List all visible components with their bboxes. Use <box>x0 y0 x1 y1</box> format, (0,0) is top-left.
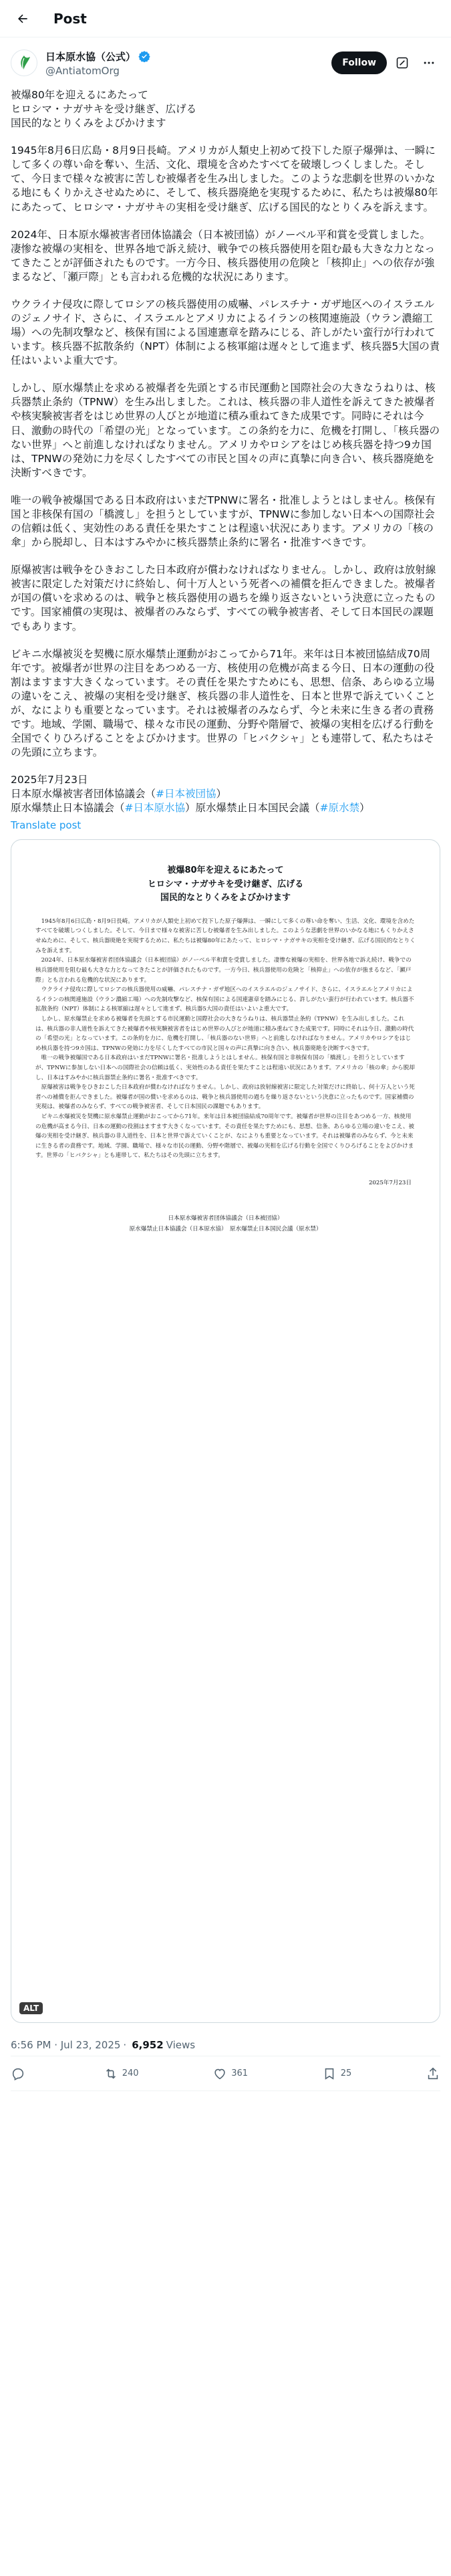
author-handle[interactable]: @AntiatomOrg <box>45 64 120 77</box>
attached-image[interactable] <box>11 839 440 2023</box>
author-name[interactable]: 日本原水協（公式） <box>45 50 136 63</box>
avatar[interactable] <box>11 49 37 76</box>
repost-icon <box>104 2066 118 2081</box>
hashtag-link[interactable]: #原水禁 <box>319 802 360 815</box>
alt-text-badge[interactable]: ALT <box>19 2002 43 2014</box>
closing-text: ） <box>216 788 227 800</box>
views-count: 6,952 <box>132 2038 164 2051</box>
post-closing-org1 <box>11 787 440 801</box>
document-title-line: 国民的なとりくみをよびかけます <box>160 892 291 903</box>
reply-button[interactable] <box>11 2066 29 2081</box>
document-title <box>27 864 424 904</box>
grok-button[interactable] <box>391 51 414 74</box>
signatory-line: 日本原水爆被害者団体協議会（日本被団協） <box>168 1215 283 1222</box>
separator-dot: · <box>123 2038 127 2051</box>
post-paragraph: 2024年、日本原水爆被害者団体協議会（日本被団協）がノーベル平和賞を受賞しました。凄惨な被爆の実相を、世界各地で訴え続け、戦争での核兵器使用を阻む最も大きな力となってきたことが評価されたものです。一方今日、核兵器使用の危険と「核抑止」への依存が強まるなど、「瀬戸際」とも言われる危機的な状況にあります。 <box>11 228 435 283</box>
post-closing-date: 2025年7月23日 <box>11 774 88 786</box>
grok-icon <box>396 56 409 70</box>
hashtag-link[interactable]: #日本原水協 <box>124 802 186 815</box>
repost-count: 240 <box>122 2068 139 2079</box>
arrow-left-icon <box>16 12 29 25</box>
translate-post-link[interactable]: Translate post <box>11 819 82 832</box>
back-button[interactable] <box>11 7 35 31</box>
author-name-line <box>45 49 331 64</box>
post-paragraph: しかし、原水爆禁止を求める被爆者を先頭とする市民運動と国際社会の大きなうねりは、核兵器禁止条約（TPNW）を生み出しました。これは、核兵器の非人道性を訴えてきた被爆者や核実験被害者をはじめ世界の人びとが地道に積み重ねてきた成果です。同時にそれは今日、激動の時代の「希望の光」となっています。この条約を力に、危機を打開し、「核兵器のない世界」へと前進しなければなりません。アメリカやロシアをはじめ核兵器を持つ9カ国は、TPNWの発効に力を尽くしたすべての市民と国々の声に真摯に向き合い、核兵器廃絶を決断すべきです。 <box>11 382 440 479</box>
share-button[interactable] <box>426 2066 440 2081</box>
more-horizontal-icon <box>422 56 436 70</box>
share-icon <box>426 2066 440 2081</box>
post-paragraph: ビキニ水爆被災を契機に原水爆禁止運動がおこってから71年。来年は日本被団協結成70周年です。被爆者が世界の注目をあつめる一方、核使用の危機が高まる今日、日本の運動の役割はますます大きくなっています。その責任を果たすためにも、思想、信条、あらゆる立場の違いをこえ、被爆の実相を受け継ぎ、核兵器の非人道性を、日本と世界で訴えていくことが、なによりも重要となっています。それは被爆者のみならず、今と未来に生きる者の責務です。地域、学園、職場で、様々な市民の運動、分野や階層で、被爆の実相を広げる行動を全国でくりひろげることをよびかけます。世界の「ヒバクシャ」とも連帯して、私たちはその先頭に立ちます。 <box>11 647 436 759</box>
post-text <box>0 80 451 815</box>
post-meta <box>11 2023 440 2056</box>
bookmark-count: 25 <box>340 2068 352 2079</box>
post-paragraph: 唯一の戦争被爆国である日本政府はいまだTPNWに署名・批准しようとはしません。核保有国と非核保有国の「橋渡し」を担うとしていますが、TPNWに参加しない日本への国際社会の信頼は低く、実効性のある責任を果たすことは程遠い状況にあります。アメリカの「核の傘」から脱却し、日本はすみやかに核兵器禁止条約に署名・批准すべきです。 <box>11 494 436 549</box>
document-title-line: ヒロシマ・ナガサキを受け継ぎ、広げる <box>147 879 304 889</box>
action-bar <box>11 2056 440 2091</box>
document-title-line: 被爆80年を迎えるにあたって <box>167 865 284 876</box>
document-date: 2025年7月23日 <box>368 1180 412 1187</box>
more-options-button[interactable] <box>418 51 440 74</box>
closing-text: ） <box>359 802 370 815</box>
post-paragraph: 1945年8月6日広島・8月9日長崎。アメリカが人類史上初めて投下した原子爆弾は、一瞬にして多くの尊い命を奪い、生活、文化、環境を含めたすべてを破壊しつくしました。そして、今日まで様々な被害に苦しむ被爆者を生み出しました。このような悲劇を世界のいかなる地にもくりかえさせぬために、そして、核兵器廃絶を実現するために、私たちは被爆80年にあたって、ヒロシマ・ナガサキの実相を受け継ぎ、広げる国民的なとりくみを訴えます。 <box>11 144 438 213</box>
post-timestamp[interactable]: 6:56 PM · Jul 23, 2025 <box>11 2038 121 2051</box>
hashtag-link[interactable]: #日本被団協 <box>156 788 216 800</box>
dove-logo-icon <box>14 53 34 73</box>
verified-badge-icon <box>138 50 150 62</box>
author-row <box>0 37 451 80</box>
heart-icon <box>212 2066 227 2081</box>
document-signatories <box>27 1213 424 1235</box>
closing-text: 日本原水爆被害者団体協議会（ <box>11 788 156 800</box>
document-body: 1945年8月6日広島・8月9日長崎。アメリカが人類史上初めて投下した原子爆弾は、一瞬にして多くの尊い命を奪い、生活、文化、環境を含めたすべてを破壊しつくしました。そして、今日まで様々な被害に苦しむ被爆者を生み出しました。このような悲劇を世界のいかなる地にもくりかえさせぬために、そして、核兵器廃絶を実現するために、私たちは被爆80年にあたって、ヒロシマ・ナガサキの実相を受け継ぎ、広げる国民的なとりくみを訴えます。 2024年、日本原水爆被害者団体協議会（日本被団協）がノーベル平和賞を受賞しました。凄惨な被爆の実相を、世界各地で訴え続け、戦争での核兵器使用を阻む最も大きな力となってきたことが評価されたものです。一方今日、核兵器使用の危険と「核抑止」への依存が強まるなど、「瀬戸際」とも言われる危機的な状況にあります。 ウクライナ侵攻に際してロシアの核兵器使用の威嚇、パレスチナ・ガザ地区へのイスラエルのジェノサイド、さらに、イスラエルとアメリカによるイランの核関連施設（ウラン濃縮工場）への先制攻撃など、核保有国による国連憲章を踏みにじる、許しがたい蛮行が行われています。核兵器不拡散条約（NPT）体制による核軍縮は遅々として進まず、核兵器5大国の責任はいよいよ重大です。 しかし、原水爆禁止を求める被爆者を先頭とする市民運動と国際社会の大きなうねりは、核兵器禁止条約（TPNW）を生み出しました。これは、核兵器の非人道性を訴えてきた被爆者や核実験被害者をはじめ世界の人びとが地道に積み重ねてきた成果です。同時にそれは今日、激動の時代の「希望の光」となっています。この条約を力に、危機を打開し、「核兵器のない世界」へと前進しなければなりません。アメリカやロシアをはじめ核兵器を持つ9カ国は、TPNWの発効に力を尽くしたすべての市民と国々の声に真摯に向き合い、核兵器廃絶を決断すべきです。 唯一の戦争被爆国である日本政府はいまだTPNWに署名・批准しようとはしません。核保有国と非核保有国の「橋渡し」を担うとしていますが、TPNWに参加しない日本への国際社会の信頼は低く、実効性のある責任を果たすことは程遠い状況にあります。アメリカの「核の傘」から脱却し、日本はすみやかに核兵器禁止条約に署名・批准すべきです。 原爆被害は戦争をひきおこした日本政府が償わなければなりません。しかし、政府は放射線被害に限定した対策だけに終始し、何十万人という死者への補償を拒んできました。被爆者が国の償いを求めるのは、戦争と核兵器使用の過ちを繰り返さないという決意に立ったものです。国家補償の実現は、被爆者のみならず、すべての戦争被害者、そして日本国民の課題でもあります。 ビキニ水爆被災を契機に原水爆禁止運動がおこってから71年。来年は日本被団協結成70周年です。被爆者が世界の注目をあつめる一方、核使用の危機が高まる今日、日本の運動の役割はますます大きくなっています。その責任を果たすためにも、思想、信条、あらゆる立場の違いをこえ、被爆の実相を受け継ぎ、核兵器の非人道性を、日本と世界で訴えていくことが、なによりも重要となっています。それは被爆者のみならず、今と未来に生きる者の責務です。地域、学園、職場で、様々な市民の運動、分野や階層で、被爆の実相を広げる行動を全国でくりひろげることをよびかけます。世界の「ヒバクシャ」とも連帯して、私たちはその先頭に立ちます。 <box>35 918 416 1160</box>
post-paragraph: 被爆80年を迎えるにあたって ヒロシマ・ナガサキを受け継ぎ、広げる 国民的なとりくみをよびかけます <box>11 89 197 130</box>
post-paragraph: 原爆被害は戦争をひきおこした日本政府が償わなければなりません。しかし、政府は放射線被害に限定した対策だけに終始し、何十万人という死者への補償を拒んできました。被爆者が国の償いを求めるのは、戦争と核兵器使用の過ちを繰り返さないという決意に立ったものです。国家補償の実現は、被爆者のみならず、すべての戦争被害者、そして日本国民の課題でもあります。 <box>11 564 436 633</box>
follow-button[interactable]: Follow <box>331 51 387 74</box>
closing-text: ）原水爆禁止日本国民会議（ <box>185 802 320 815</box>
top-bar <box>0 0 451 37</box>
statement-document <box>27 859 424 1996</box>
post-closing-org2 <box>11 801 440 815</box>
repost-button[interactable] <box>104 2066 139 2081</box>
bookmark-icon <box>322 2066 337 2081</box>
like-count: 361 <box>231 2068 249 2079</box>
author-meta <box>45 49 331 77</box>
bookmark-button[interactable] <box>322 2066 352 2081</box>
page-title: Post <box>53 10 87 27</box>
post-paragraph: ウクライナ侵攻に際してロシアの核兵器使用の威嚇、パレスチナ・ガザ地区へのイスラエルのジェノサイド、さらに、イスラエルとアメリカによるイランの核関連施設（ウラン濃縮工場）への先制攻撃など、核保有国による国連憲章を踏みにじる、許しがたい蛮行が行われています。核兵器不拡散条約（NPT）体制による核軍縮は遅々として進まず、核兵器5大国の責任はいよいよ重大です。 <box>11 298 440 367</box>
closing-text: 原水爆禁止日本協議会（ <box>11 802 125 815</box>
signatory-line: 原水爆禁止日本協議会（日本原水協） 原水爆禁止日本国民会議（原水禁） <box>129 1226 322 1233</box>
reply-icon <box>11 2066 25 2081</box>
views-label: Views <box>166 2038 196 2051</box>
like-button[interactable] <box>212 2066 248 2081</box>
